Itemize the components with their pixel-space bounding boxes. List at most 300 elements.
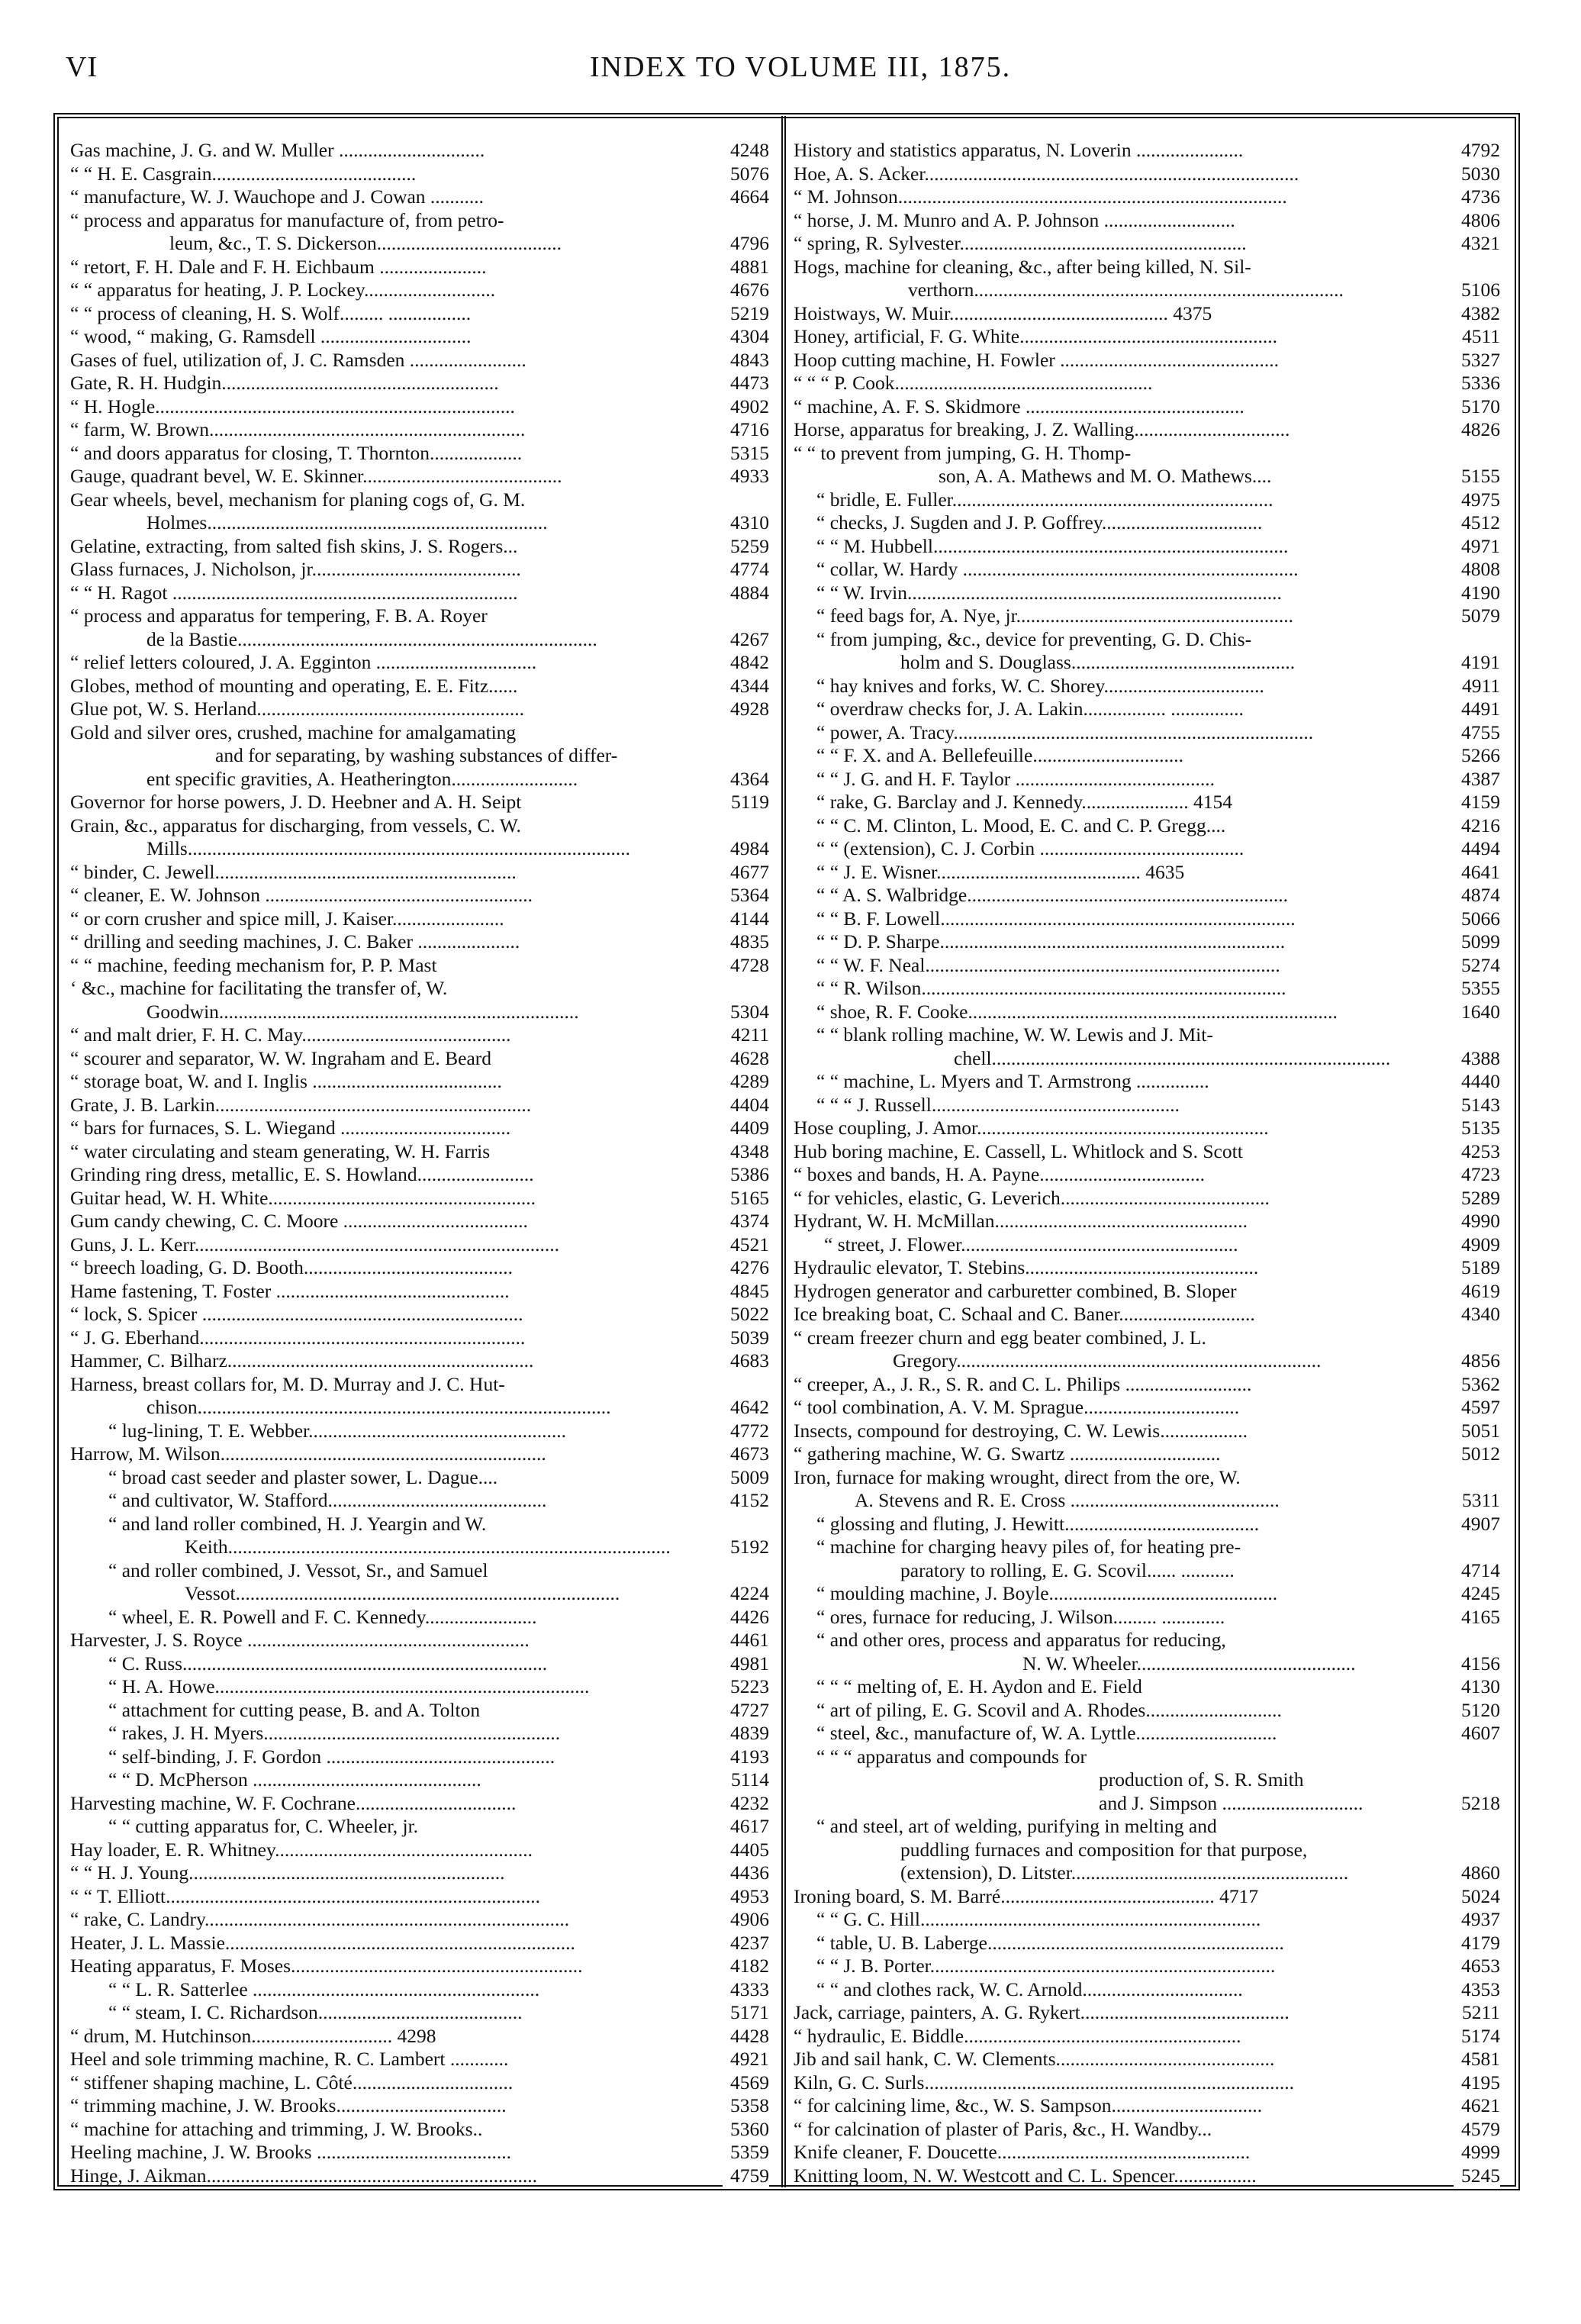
index-entry [70, 977, 769, 1001]
index-entry [794, 1466, 1500, 1490]
index-entry [70, 2025, 769, 2048]
entry-text: “ “ G. C. Hill...................................................................... [816, 1908, 1261, 1930]
entry-text: “ spring, R. Sylvester........................................................... [794, 232, 1247, 254]
index-entry [70, 1722, 769, 1745]
entry-page-number: 4607 [1454, 1722, 1500, 1745]
entry-text: “ water circulating and steam generating, W. H. Farris [70, 1139, 491, 1162]
entry-text: “ “ J. E. Wisner.......................................... 4635 [816, 860, 1185, 883]
index-entry [794, 604, 1500, 628]
entry-text: “ “ and clothes rack, W. C. Arnold................................. [816, 1977, 1243, 2000]
entry-text: “ C. Russ........................................................................... [108, 1652, 548, 1675]
entry-page-number: 4348 [723, 1140, 769, 1164]
entry-page-number: 4641 [1454, 861, 1500, 885]
index-entry [794, 1768, 1500, 1792]
index-entry [70, 675, 769, 698]
index-entry [794, 1233, 1500, 1257]
entry-page-number: 4845 [723, 1280, 769, 1304]
entry-page-number: 4165 [1454, 1606, 1500, 1629]
entry-page-number: 4906 [723, 1908, 769, 1932]
entry-text: Gelatine, extracting, from salted fish skins, J. S. Rogers... [70, 534, 518, 557]
entry-text: History and statistics apparatus, N. Loverin ...................... [794, 139, 1244, 161]
entry-page-number: 4714 [1454, 1559, 1500, 1583]
index-entry [70, 232, 769, 256]
index-entry [70, 1675, 769, 1699]
entry-page-number: 4953 [723, 1885, 769, 1909]
entry-text: Hay loader, E. R. Whitney..................................................... [70, 1838, 533, 1861]
entry-text: “ manufacture, W. J. Wauchope and J. Cowan ........... [70, 185, 485, 208]
entry-text: “ “ W. F. Neal......................................................................... [816, 953, 1280, 976]
index-entry [794, 721, 1500, 745]
entry-text: “ for vehicles, elastic, G. Leverich........................................... [794, 1186, 1270, 1209]
entry-text: “ machine for attaching and trimming, J. W. Brooks.. [70, 2117, 483, 2140]
index-entry [794, 511, 1500, 535]
index-entry [794, 256, 1500, 279]
index-entry [70, 907, 769, 931]
entry-text: Harvester, J. S. Royce .......................................................... [70, 1629, 530, 1651]
entry-page-number: 5119 [723, 791, 769, 814]
entry-page-number: 4716 [723, 418, 769, 442]
index-entry [794, 977, 1500, 1001]
entry-text: “ “ H. E. Casgrain.......................................... [70, 162, 417, 185]
index-entry [70, 1606, 769, 1629]
entry-text: “ process and apparatus for tempering, F. B. A. Royer [70, 604, 488, 627]
index-entry [70, 930, 769, 954]
entry-text: Grate, J. B. Larkin................................................................. [70, 1093, 532, 1116]
page-header [66, 50, 1535, 96]
entry-page-number: 4796 [723, 232, 769, 256]
entry-page-number: 4511 [1454, 325, 1500, 349]
entry-text: “ “ “ apparatus and compounds for [816, 1745, 1087, 1768]
entry-page-number: 5386 [723, 1163, 769, 1187]
index-entry [70, 628, 769, 652]
index-entry [794, 1745, 1500, 1769]
entry-text: “ scourer and separator, W. W. Ingraham and E. Beard [70, 1046, 491, 1069]
index-entry [70, 861, 769, 885]
entry-text: Keith........................................................................................... [185, 1536, 671, 1558]
index-entry [794, 1001, 1500, 1024]
entry-page-number: 4990 [1454, 1210, 1500, 1233]
entry-page-number: 4772 [723, 1420, 769, 1443]
index-entry [794, 861, 1500, 885]
index-entry [794, 907, 1500, 931]
index-entry [794, 1536, 1500, 1559]
entry-text: “ relief letters coloured, J. A. Egginton ................................. [70, 651, 537, 673]
index-entry [70, 442, 769, 466]
index-entry [794, 1140, 1500, 1164]
entry-page-number: 4333 [723, 1978, 769, 2002]
entry-page-number: 4436 [723, 1861, 769, 1885]
entry-page-number: 4245 [1454, 1582, 1500, 1606]
index-entry [70, 721, 769, 745]
entry-page-number: 4842 [723, 651, 769, 675]
entry-page-number: 5189 [1454, 1256, 1500, 1280]
index-entry [794, 930, 1500, 954]
index-entry [70, 698, 769, 721]
index-entry [794, 2025, 1500, 2048]
entry-text: “ “ blank rolling machine, W. W. Lewis and J. Mit- [816, 1023, 1213, 1046]
entry-text: “ self-binding, J. F. Gordon ............................................... [108, 1745, 555, 1768]
entry-page-number: 5106 [1454, 279, 1500, 302]
entry-text: son, A. A. Mathews and M. O. Mathews.... [939, 465, 1272, 487]
index-entry [794, 1117, 1500, 1140]
index-entry [70, 209, 769, 233]
entry-text: “ drilling and seeding machines, J. C. Baker ..................... [70, 930, 520, 952]
entry-text: “ process and apparatus for manufacture of, from petro- [70, 208, 504, 231]
entry-text: Jib and sail hank, C. W. Clements............................................. [794, 2048, 1275, 2070]
entry-page-number: 4211 [723, 1023, 769, 1047]
entry-page-number: 4792 [1454, 139, 1500, 163]
entry-text: “ for calcination of plaster of Paris, &c., H. Wandby... [794, 2117, 1212, 2140]
entry-text: “ “ cutting apparatus for, C. Wheeler, jr. [108, 1815, 419, 1837]
entry-text: “ art of piling, E. G. Scovil and A. Rhodes............................ [816, 1698, 1282, 1721]
index-entry [70, 1094, 769, 1117]
entry-page-number: 4130 [1454, 1675, 1500, 1699]
entry-text: “ storage boat, W. and I. Inglis ....................................... [70, 1070, 502, 1092]
entry-text: “ table, U. B. Laberge............................................................. [816, 1931, 1284, 1954]
entry-text: Grain, &c., apparatus for discharging, from vessels, C. W. [70, 814, 521, 836]
index-entry [794, 349, 1500, 372]
entry-page-number: 5114 [723, 1768, 769, 1792]
entry-page-number: 4409 [723, 1117, 769, 1140]
index-entry [70, 1233, 769, 1257]
index-entry [70, 582, 769, 605]
entry-text: “ street, J. Flower......................................................... [824, 1233, 1238, 1255]
index-entry [70, 744, 769, 768]
entry-page-number: 4884 [723, 582, 769, 605]
entry-text: Heel and sole trimming machine, R. C. Lambert ............ [70, 2048, 509, 2070]
entry-text: Hame fastening, T. Foster ................................................ [70, 1279, 510, 1302]
entry-text: Heating apparatus, F. Moses............................................................ [70, 1955, 583, 1977]
entry-page-number: 5066 [1454, 907, 1500, 931]
index-entry [794, 1699, 1500, 1723]
entry-page-number: 5274 [1454, 954, 1500, 978]
index-entry [794, 372, 1500, 395]
entry-page-number: 4728 [723, 954, 769, 978]
index-entry [794, 1955, 1500, 1978]
entry-text: “ overdraw checks for, J. A. Lakin................. ............... [816, 698, 1244, 720]
entry-text: “ and malt drier, F. H. C. May........................................... [70, 1023, 511, 1046]
entry-page-number: 4340 [1454, 1303, 1500, 1326]
entry-text: “ for calcining lime, &c., W. S. Sampson............................... [794, 2094, 1263, 2116]
entry-page-number: 4237 [723, 1932, 769, 1955]
index-entry [70, 1489, 769, 1513]
entry-text: “ feed bags for, A. Nye, jr......................................................... [816, 604, 1294, 627]
entry-text: “ machine for charging heavy piles of, for heating pre- [816, 1536, 1241, 1558]
entry-page-number: 4387 [1454, 768, 1500, 791]
index-entry [70, 395, 769, 419]
index-entry [794, 1908, 1500, 1932]
entry-text: “ creeper, A., J. R., S. R. and C. L. Philips .......................... [794, 1372, 1252, 1395]
index-entry [70, 768, 769, 791]
index-entry [70, 256, 769, 279]
entry-text: Holmes...................................................................... [147, 511, 548, 533]
column-divider [781, 116, 786, 2187]
entry-text: “ stiffener shaping machine, L. Côté................................. [70, 2071, 514, 2094]
index-entry [794, 651, 1500, 675]
entry-page-number: 4933 [723, 465, 769, 488]
entry-page-number: 4683 [723, 1349, 769, 1373]
index-entry [70, 1163, 769, 1187]
entry-text: A. Stevens and R. E. Cross ........................................... [855, 1489, 1280, 1511]
entry-page-number: 4723 [1454, 1163, 1500, 1187]
entry-text: “ and cultivator, W. Stafford............................................. [108, 1489, 547, 1511]
index-entry [794, 2118, 1500, 2142]
entry-page-number: 5079 [1454, 604, 1500, 628]
entry-page-number: 4736 [1454, 185, 1500, 209]
index-entry [70, 1442, 769, 1466]
index-entry [70, 1745, 769, 1769]
entry-text: Goodwin.......................................................................... [147, 1000, 579, 1023]
index-entry [794, 1373, 1500, 1397]
index-entry [794, 1722, 1500, 1745]
entry-text: Gases of fuel, utilization of, J. C. Ramsden ........................ [70, 348, 526, 371]
index-entry [794, 465, 1500, 488]
entry-page-number: 4405 [723, 1839, 769, 1862]
entry-text: “ bridle, E. Fuller.................................................................. [816, 488, 1273, 511]
entry-page-number: 5218 [1454, 1792, 1500, 1816]
index-entry [70, 837, 769, 861]
entry-page-number: 5358 [723, 2094, 769, 2118]
entry-text: N. W. Wheeler............................................. [1022, 1652, 1356, 1675]
entry-text: ent specific gravities, A. Heatherington.......................... [147, 767, 578, 790]
index-entry [794, 1326, 1500, 1350]
entry-page-number: 4195 [1454, 2071, 1500, 2095]
entry-page-number: 4677 [723, 861, 769, 885]
entry-page-number: 4856 [1454, 1349, 1500, 1373]
index-entry [794, 232, 1500, 256]
entry-page-number: 4156 [1454, 1652, 1500, 1676]
entry-text: “ “ steam, I. C. Richardson.......................................... [108, 2001, 523, 2023]
entry-text: Honey, artificial, F. G. White..................................................... [794, 325, 1277, 347]
index-entry [70, 1420, 769, 1443]
entry-text: “ shoe, R. F. Cooke............................................................................ [816, 1000, 1338, 1023]
entry-text: “ “ R. Wilson........................................................................... [816, 977, 1286, 999]
index-entry [70, 349, 769, 372]
index-entry [70, 1908, 769, 1932]
entry-page-number: 5315 [723, 442, 769, 466]
index-entry [794, 1839, 1500, 1862]
entry-page-number: 4921 [723, 2048, 769, 2071]
index-entry [794, 1932, 1500, 1955]
index-entry [70, 604, 769, 628]
entry-page-number: 4860 [1454, 1861, 1500, 1885]
entry-page-number: 4579 [1454, 2118, 1500, 2142]
index-entry [794, 185, 1500, 209]
index-entry [70, 511, 769, 535]
entry-page-number: 4727 [723, 1699, 769, 1723]
entry-page-number: 4971 [1454, 535, 1500, 559]
entry-text: Guns, J. L. Kerr........................................................................... [70, 1233, 560, 1255]
entry-text: “ retort, F. H. Dale and F. H. Eichbaum ...................... [70, 255, 487, 278]
entry-page-number: 5219 [723, 302, 769, 326]
entry-text: “ “ L. R. Satterlee ........................................................... [108, 1977, 540, 2000]
entry-page-number: 5165 [723, 1187, 769, 1210]
entry-text: “ “ machine, L. Myers and T. Armstrong ............... [816, 1070, 1209, 1092]
entry-page-number: 4321 [1454, 232, 1500, 256]
entry-page-number: 5143 [1454, 1094, 1500, 1117]
entry-page-number: 5289 [1454, 1187, 1500, 1210]
entry-text: “ farm, W. Brown................................................................. [70, 418, 526, 440]
index-entry [70, 1396, 769, 1420]
entry-text: Globes, method of mounting and operating, E. E. Fitz...... [70, 674, 518, 697]
entry-text: “ “ D. P. Sharpe....................................................................... [816, 930, 1286, 952]
entry-page-number: 4902 [723, 395, 769, 419]
entry-text: “ “ H. J. Young................................................................. [70, 1861, 505, 1884]
index-entry [794, 558, 1500, 582]
entry-text: Knitting loom, N. W. Westcott and C. L. Spencer................. [794, 2164, 1257, 2187]
entry-text: Knife cleaner, F. Doucette.................................................... [794, 2141, 1251, 2163]
entry-text: Governor for horse powers, J. D. Heebner and A. H. Seipt [70, 791, 522, 813]
index-entry [70, 2141, 769, 2164]
index-entry [70, 1373, 769, 1397]
entry-text: Horse, apparatus for breaking, J. Z. Walling................................ [794, 418, 1290, 440]
entry-text: “ cleaner, E. W. Johnson ....................................................... [70, 884, 533, 906]
index-entry [70, 185, 769, 209]
index-entry [70, 325, 769, 349]
entry-page-number: 4179 [1454, 1932, 1500, 1955]
entry-text: “ “ “ P. Cook..................................................... [794, 372, 1153, 394]
index-entry [794, 2094, 1500, 2118]
index-entry [794, 209, 1500, 233]
entry-text: Hammer, C. Bilharz............................................................... [70, 1349, 534, 1372]
index-entry [794, 1606, 1500, 1629]
entry-page-number: 4426 [723, 1606, 769, 1629]
entry-page-number: 4597 [1454, 1396, 1500, 1420]
entry-text: paratory to rolling, E. G. Scovil...... ........... [900, 1558, 1235, 1581]
index-entry [70, 558, 769, 582]
entry-page-number: 5012 [1454, 1442, 1500, 1466]
entry-page-number: 4826 [1454, 418, 1500, 442]
index-entry [794, 1629, 1500, 1652]
entry-text: Gold and silver ores, crushed, machine for amalgamating [70, 720, 517, 743]
index-entry [794, 163, 1500, 186]
index-entry [70, 1349, 769, 1373]
entry-text: “ hydraulic, E. Biddle......................................................... [794, 2024, 1241, 2047]
index-entry [70, 488, 769, 512]
index-entry [70, 1885, 769, 1909]
entry-page-number: 4907 [1454, 1513, 1500, 1536]
entry-text: Gear wheels, bevel, mechanism for planing cogs of, G. M. [70, 488, 526, 511]
entry-text: Grinding ring dress, metallic, E. S. Howland........................ [70, 1163, 534, 1185]
entry-text: “ “ “ J. Russell................................................... [816, 1093, 1180, 1116]
entry-text: Hoistways, W. Muir............................................. 4375 [794, 301, 1212, 324]
entry-text: “ and steel, art of welding, purifying in melting and [816, 1815, 1217, 1837]
entry-text: “ “ process of cleaning, H. S. Wolf......... ................. [70, 301, 472, 324]
entry-text: “ machine, A. F. S. Skidmore ............................................. [794, 395, 1245, 417]
entry-text: “ or corn crusher and spice mill, J. Kaiser....................... [70, 907, 504, 930]
index-entry [70, 884, 769, 907]
entry-text: “ wood, “ making, G. Ramsdell ............................... [70, 325, 472, 347]
index-entry [794, 1513, 1500, 1536]
entry-text: “ “ F. X. and A. Bellefeuille............................... [816, 744, 1183, 766]
entry-page-number: 5099 [1454, 930, 1500, 954]
index-entry [70, 1768, 769, 1792]
index-entry [70, 2118, 769, 2142]
index-entry [794, 2071, 1500, 2095]
entry-text: leum, &c., T. S. Dickerson...................................... [169, 232, 562, 254]
index-entry [70, 1001, 769, 1024]
entry-page-number: 4617 [723, 1815, 769, 1839]
entry-text: Kiln, G. C. Surls............................................................................ [794, 2071, 1294, 2094]
entry-text: “ “ J. G. and H. F. Taylor ......................................... [816, 767, 1215, 790]
index-entry [794, 2141, 1500, 2164]
index-entry [794, 1094, 1500, 1117]
entry-page-number: 4621 [1454, 2094, 1500, 2118]
index-entry [794, 698, 1500, 721]
entry-page-number: 4374 [723, 1210, 769, 1233]
entry-text: “ trimming machine, J. W. Brooks................................... [70, 2094, 507, 2116]
entry-page-number: 4382 [1454, 302, 1500, 326]
entry-text: “ “ “ melting of, E. H. Aydon and E. Field [816, 1675, 1142, 1697]
entry-page-number: 4839 [723, 1722, 769, 1745]
entry-text: Vessot............................................................................... [185, 1582, 620, 1604]
entry-page-number: 5171 [723, 2001, 769, 2025]
index-entry [794, 744, 1500, 768]
index-entry [794, 2164, 1500, 2188]
entry-text: “ “ M. Hubbell......................................................................... [816, 534, 1289, 557]
entry-text: “ gathering machine, W. G. Swartz ............................... [794, 1442, 1221, 1465]
index-entry [794, 1047, 1500, 1071]
entry-text: “ glossing and fluting, J. Hewitt........................................ [816, 1512, 1260, 1535]
entry-page-number: 4874 [1454, 884, 1500, 907]
entry-page-number: 4984 [723, 837, 769, 861]
entry-page-number: 4881 [723, 256, 769, 279]
entry-text: “ J. G. Eberhand................................................................... [70, 1326, 526, 1349]
index-entry [70, 2048, 769, 2071]
entry-page-number: 4253 [1454, 1140, 1500, 1164]
index-entry [70, 1792, 769, 1816]
entry-text: “ tool combination, A. V. M. Sprague................................ [794, 1396, 1240, 1418]
entry-page-number: 5039 [723, 1326, 769, 1350]
entry-text: “ H. A. Howe............................................................................. [108, 1675, 590, 1697]
entry-text: “ breech loading, G. D. Booth........................................... [70, 1256, 514, 1278]
entry-text: “ hay knives and forks, W. C. Shorey................................. [816, 674, 1264, 697]
entry-page-number: 5155 [1454, 465, 1500, 488]
entry-page-number: 4404 [723, 1094, 769, 1117]
entry-page-number: 4304 [723, 325, 769, 349]
entry-text: Harrow, M. Wilson................................................................... [70, 1442, 546, 1465]
entry-page-number: 4344 [723, 675, 769, 698]
entry-page-number: 4521 [723, 1233, 769, 1257]
entry-page-number: 4664 [723, 185, 769, 209]
index-entry [70, 1932, 769, 1955]
index-entry [70, 1652, 769, 1676]
index-entry [794, 884, 1500, 907]
entry-text: “ “ apparatus for heating, J. P. Lockey........................... [70, 279, 496, 301]
entry-text: Mills........................................................................................... [147, 837, 630, 859]
index-entry [70, 1187, 769, 1210]
entry-text: Guitar head, W. H. White....................................................... [70, 1186, 536, 1209]
entry-text: “ and other ores, process and apparatus for reducing, [816, 1629, 1226, 1651]
entry-text: “ ores, furnace for reducing, J. Wilson......... ............. [816, 1605, 1225, 1628]
entry-text: “ “ A. S. Walbridge.................................................................. [816, 884, 1288, 906]
entry-text: Insects, compound for destroying, C. W. Lewis.................. [794, 1419, 1248, 1442]
index-entry [70, 651, 769, 675]
index-entry [794, 1187, 1500, 1210]
entry-text: Hydraulic elevator, T. Stebins................................................ [794, 1256, 1259, 1278]
entry-page-number: 4193 [723, 1745, 769, 1769]
entry-page-number: 5362 [1454, 1373, 1500, 1397]
entry-text: puddling furnaces and composition for that purpose, [900, 1838, 1308, 1861]
entry-text: and J. Simpson ............................. [1099, 1791, 1364, 1814]
index-entry [794, 814, 1500, 838]
index-entry [794, 791, 1500, 814]
entry-page-number: 4759 [723, 2164, 769, 2188]
entry-text: Gas machine, J. G. and W. Muller .............................. [70, 139, 485, 161]
entry-page-number: 4494 [1454, 837, 1500, 861]
entry-text: “ moulding machine, J. Boyle............................................... [816, 1582, 1278, 1604]
index-entry [70, 1047, 769, 1071]
